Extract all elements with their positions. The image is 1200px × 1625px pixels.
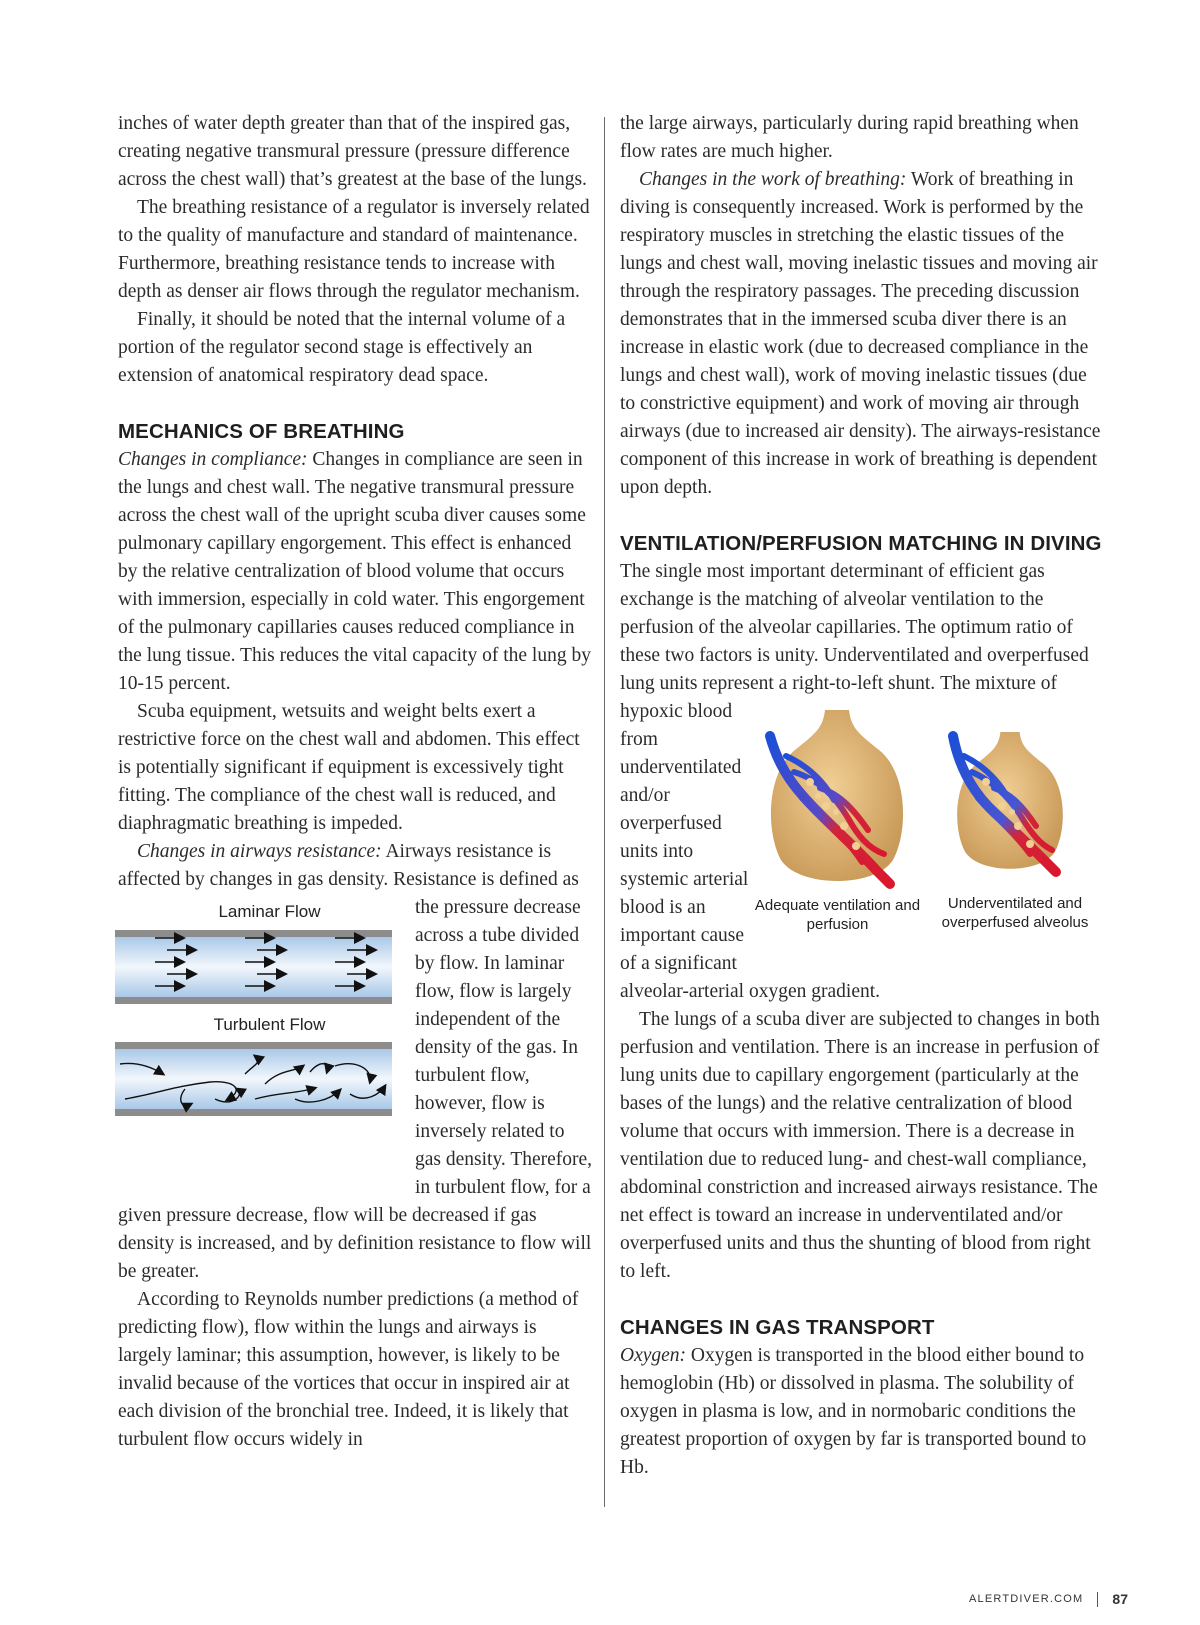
paragraph: Finally, it should be noted that the internal volume of a portion of the regulator second stage is effectively an extension of anatomical respiratory dead space. (118, 309, 566, 386)
compliance-text: Changes in compliance are seen in the lungs and chest wall. The negative transmural pressure across the chest wall of the upright scuba diver causes some pulmonary capillary engorgement. This effect is enhanced by the relative centralization of blood volume that occurs with immersion, especially in cold water. This engorgement of the pulmonary capillaries causes reduced compliance in the lung tissue. This reduces the vital capacity of the lung by 10-15 percent. (118, 449, 591, 694)
paragraph: The breathing resistance of a regulator is inversely related to the quality of manufacture and standard of maintenance. Furthermore, breathing resistance tends to increase with depth as denser air flows through the regulator mechanism. (118, 197, 590, 302)
caption-adequate: Adequate ventilation and perfusion (754, 897, 921, 933)
paragraph-work (620, 166, 1105, 502)
left-column (118, 110, 593, 1454)
work-text: Work of breathing in diving is consequently increased. Work is performed by the respiratory muscles in stretching the elastic tissues of the lungs and chest wall, moving inelastic tissues and moving air through the respiratory passages. The preceding discussion demonstrates that in the immersed scuba diver there is an increase in elastic work (due to decreased compliance in the lungs and chest wall), work of moving inelastic tissues (due to constrictive equipment) and work of moving air through airways (due to increased air density). The airways-resistance component of this increase in work of breathing is dependent upon depth. (620, 169, 1101, 498)
paragraph: inches of water depth greater than that of the inspired gas, creating negative transmural pressure (pressure difference across the chest wall) that’s greatest at the base of the lungs. (118, 113, 587, 190)
alveoli-figure (750, 702, 1105, 958)
right-column (620, 110, 1105, 1482)
vp-text-continued: The mixture of hypoxic blood from underventilated and/or overperfused units into systemic arterial blood is an important cause of a significant alveolar-arterial oxygen gradient. (620, 673, 1058, 1002)
page-footer (969, 1591, 1128, 1607)
turbulent-flow-label: Turbulent Flow (213, 1015, 326, 1034)
paragraph-airways (118, 838, 593, 1286)
subhead-compliance: Changes in compliance: (118, 449, 308, 470)
alveoli-diagram (750, 702, 1105, 922)
section-heading-ventilation: VENTILATION/PERFUSION MATCHING IN DIVING (620, 532, 1102, 555)
flow-figure (115, 894, 415, 1180)
turbulent-flow-tube (115, 1042, 392, 1116)
subhead-oxygen: Oxygen: (620, 1345, 687, 1366)
paragraph-oxygen (620, 1342, 1105, 1482)
section-heading-mechanics: MECHANICS OF BREATHING (118, 420, 405, 443)
vp-text: The single most important determinant of efficient gas exchange is the matching of alveolar ventilation to the perfusion of the alveolar capillaries. The optimum ratio of these two factors is unity. Underventilated and overperfused lung units represent a right-to-left shunt. (620, 561, 1089, 694)
airways-text-continued: as the pressure decrease across a tube divided by flow. In laminar flow, flow is largely independent of the density of the gas. In turbulent flow, however, flow is inversely related to gas density. Therefore, in turbulent flow, for a given pressure decrease, flow will be decreased if gas density is increased, and by definition resistance to flow will be greater. (118, 869, 593, 1282)
alveolus-underventilated (953, 732, 1063, 872)
laminar-flow-label: Laminar Flow (218, 902, 321, 921)
footer-separator (1097, 1592, 1098, 1607)
alveolus-adequate (770, 710, 903, 884)
subhead-work: Changes in the work of breathing: (639, 169, 907, 190)
caption-underventilated: Underventilated and overperfused alveolus (941, 895, 1089, 931)
laminar-flow-tube (115, 930, 392, 1004)
paragraph: According to Reynolds number predictions (a method of predicting flow), flow within the lungs and airways is largely laminar; this assumption, however, is likely to be invalid because of the vortices that occur in inspired air at each division of the bronchial tree. Indeed, it is likely that turbulent flow occurs widely in (118, 1289, 579, 1450)
site-name: ALERTDIVER.COM (969, 1593, 1084, 1605)
paragraph: Scuba equipment, wetsuits and weight belts exert a restrictive force on the chest wall and abdomen. This effect is potentially significant if equipment is excessively tight fitting. The compliance of the chest wall is reduced, and diaphragmatic breathing is impeded. (118, 701, 580, 834)
page-number: 87 (1112, 1591, 1128, 1607)
paragraph-compliance (118, 446, 593, 698)
paragraph: The lungs of a scuba diver are subjected to changes in both perfusion and ventilation. There is an increase in perfusion of lung units due to capillary engorgement (particularly at the bases of the lungs) and the relative centralization of blood volume that occurs with immersion. There is a decrease in ventilation due to reduced lung- and chest-wall compliance, abdominal constriction and increased airways resistance. The net effect is toward an increase in underventilated and/or overperfused units and thus the shunting of blood from right to left. (620, 1009, 1100, 1282)
subhead-airways: Changes in airways resistance: (137, 841, 382, 862)
column-divider (604, 117, 605, 1507)
section-heading-gas-transport: CHANGES IN GAS TRANSPORT (620, 1316, 935, 1339)
airways-text: Airways resistance is affected by changes in gas density. Resistance is defined (118, 841, 563, 890)
paragraph-vp (620, 558, 1105, 1006)
oxygen-text: Oxygen is transported in the blood either bound to hemoglobin (Hb) or dissolved in plasma. The solubility of oxygen in plasma is low, and in normobaric conditions the greatest proportion of oxygen by far is transported bound to Hb. (620, 1345, 1087, 1478)
paragraph: the large airways, particularly during rapid breathing when flow rates are much higher. (620, 113, 1079, 162)
